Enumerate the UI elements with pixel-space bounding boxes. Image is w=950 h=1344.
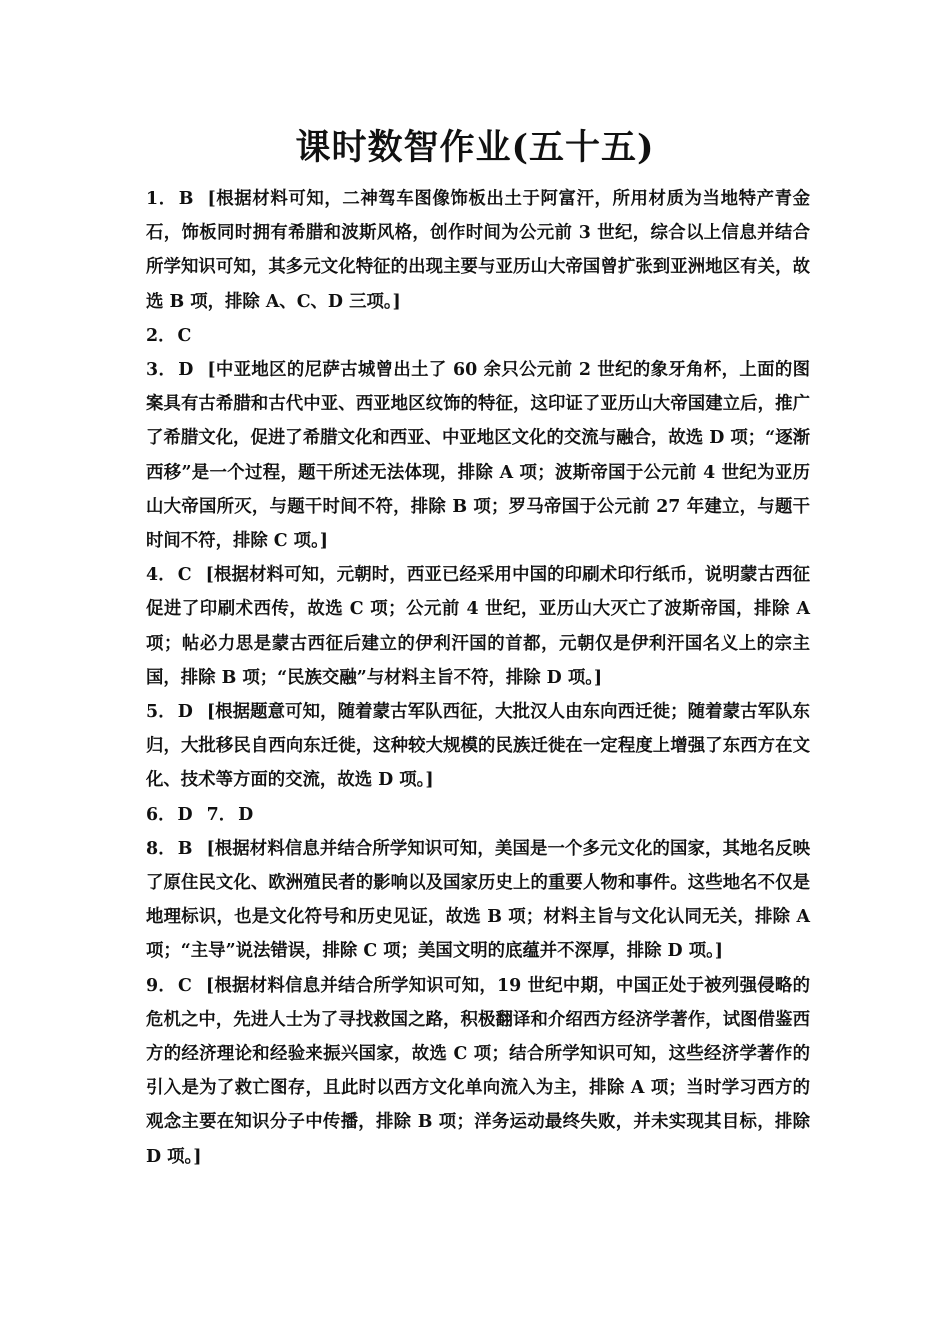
answer-number: 6． [146,804,176,825]
answer-list [146,182,810,1174]
answer-item-6-7 [146,798,810,832]
answer-explanation: [中亚地区的尼萨古城曾出土了 60 余只公元前 2 世纪的象牙角杯，上面的图案具有古希腊和古代中亚、西亚地区纹饰的特征，这印证了亚历山大帝国建立后，推广了希腊文化，促进了希腊文化和西亚、中亚地区文化的交流与融合，故选 D 项；“逐渐西移”是一个过程，题干所述无法体现，排除 A 项；波斯帝国于公元前 4 世纪为亚历山大帝国所灭，与题干时间不符，排除 B 项；罗马帝国于公元前 27 年建立，与题干时间不符，排除 C 项。] [146,360,810,552]
answer-number: 9． [146,975,177,996]
answer-item-3 [146,353,810,558]
answer-number: 8． [146,838,176,859]
answer-item-4 [146,558,810,695]
answer-item-1 [146,182,810,319]
answer-number: 5． [146,702,176,723]
answer-item-9 [146,969,810,1174]
answer-number: 3． [146,360,177,381]
answer-choice-7: D [238,804,254,825]
answer-number: 1． [146,189,177,209]
answer-item-2 [146,319,810,353]
answer-explanation: [根据材料可知，二神驾车图像饰板出土于阿富汗，所用材质为当地特产青金石，饰板同时拥有希腊和波斯风格，创作时间为公元前 3 世纪，综合以上信息并结合所学知识可知，其多元文化特征的出现主要与亚历山大帝国曾扩张到亚洲地区有关，故选 B 项，排除 A、C、D 三项。] [146,189,810,312]
answer-choice: D [177,804,193,825]
answer-choice: B [177,838,193,859]
answer-number-7: 7． [206,804,237,825]
answer-number: 4． [146,565,176,586]
page-title: 课时数智作业(五十五) [295,127,655,168]
answer-item-8 [146,832,810,969]
answer-explanation: [根据材料信息并结合所学知识可知，19 世纪中期，中国正处于被列强侵略的危机之中，先进人士为了寻找救国之路，积极翻译和介绍西方经济学著作，试图借鉴西方的经济理论和经验来振兴国家，故选 C 项；结合所学知识可知，这些经济学著作的引入是为了救亡图存，且此时以西方文化单向流入为主，排除 A 项；当时学习西方的观念主要在知识分子中传播，排除 B 项；洋务运动最终失败，并未实现其目标，排除 D 项。] [146,975,810,1167]
answer-choice: C [178,975,192,996]
answer-choice: C [177,325,192,346]
answer-choice: B [178,189,194,209]
answer-explanation: [根据题意可知，随着蒙古军队西征，大批汉人由东向西迁徙；随着蒙古军队东归，大批移民自西向东迁徙，这种较大规模的民族迁徙在一定程度上增强了东西方在文化、技术等方面的交流，故选 D 项。] [146,702,811,791]
answer-choice: C [177,565,192,586]
answer-item-5 [146,695,810,798]
answer-explanation: [根据材料可知，元朝时，西亚已经采用中国的印刷术印行纸币，说明蒙古西征促进了印刷术西传，故选 C 项；公元前 4 世纪，亚历山大灭亡了波斯帝国，排除 A 项；帖必力思是蒙古西征后建立的伊利汗国的首都，元朝仅是伊利汗国名义上的宗主国，排除 B 项；“民族交融”与材料主旨不符，排除 D 项。] [146,565,810,688]
answer-number: 2． [146,325,176,346]
answer-choice: D [178,360,194,381]
answer-explanation: [根据材料信息并结合所学知识可知，美国是一个多元文化的国家，其地名反映了原住民文化、欧洲殖民者的影响以及国家历史上的重要人物和事件。这些地名不仅是地理标识，也是文化符号和历史见证，故选 B 项；材料主旨与文化认同无关，排除 A 项；“主导”说法错误，排除 C 项；美国文明的底蕴并不深厚，排除 D 项。] [146,838,810,962]
answer-choice: D [177,702,193,723]
